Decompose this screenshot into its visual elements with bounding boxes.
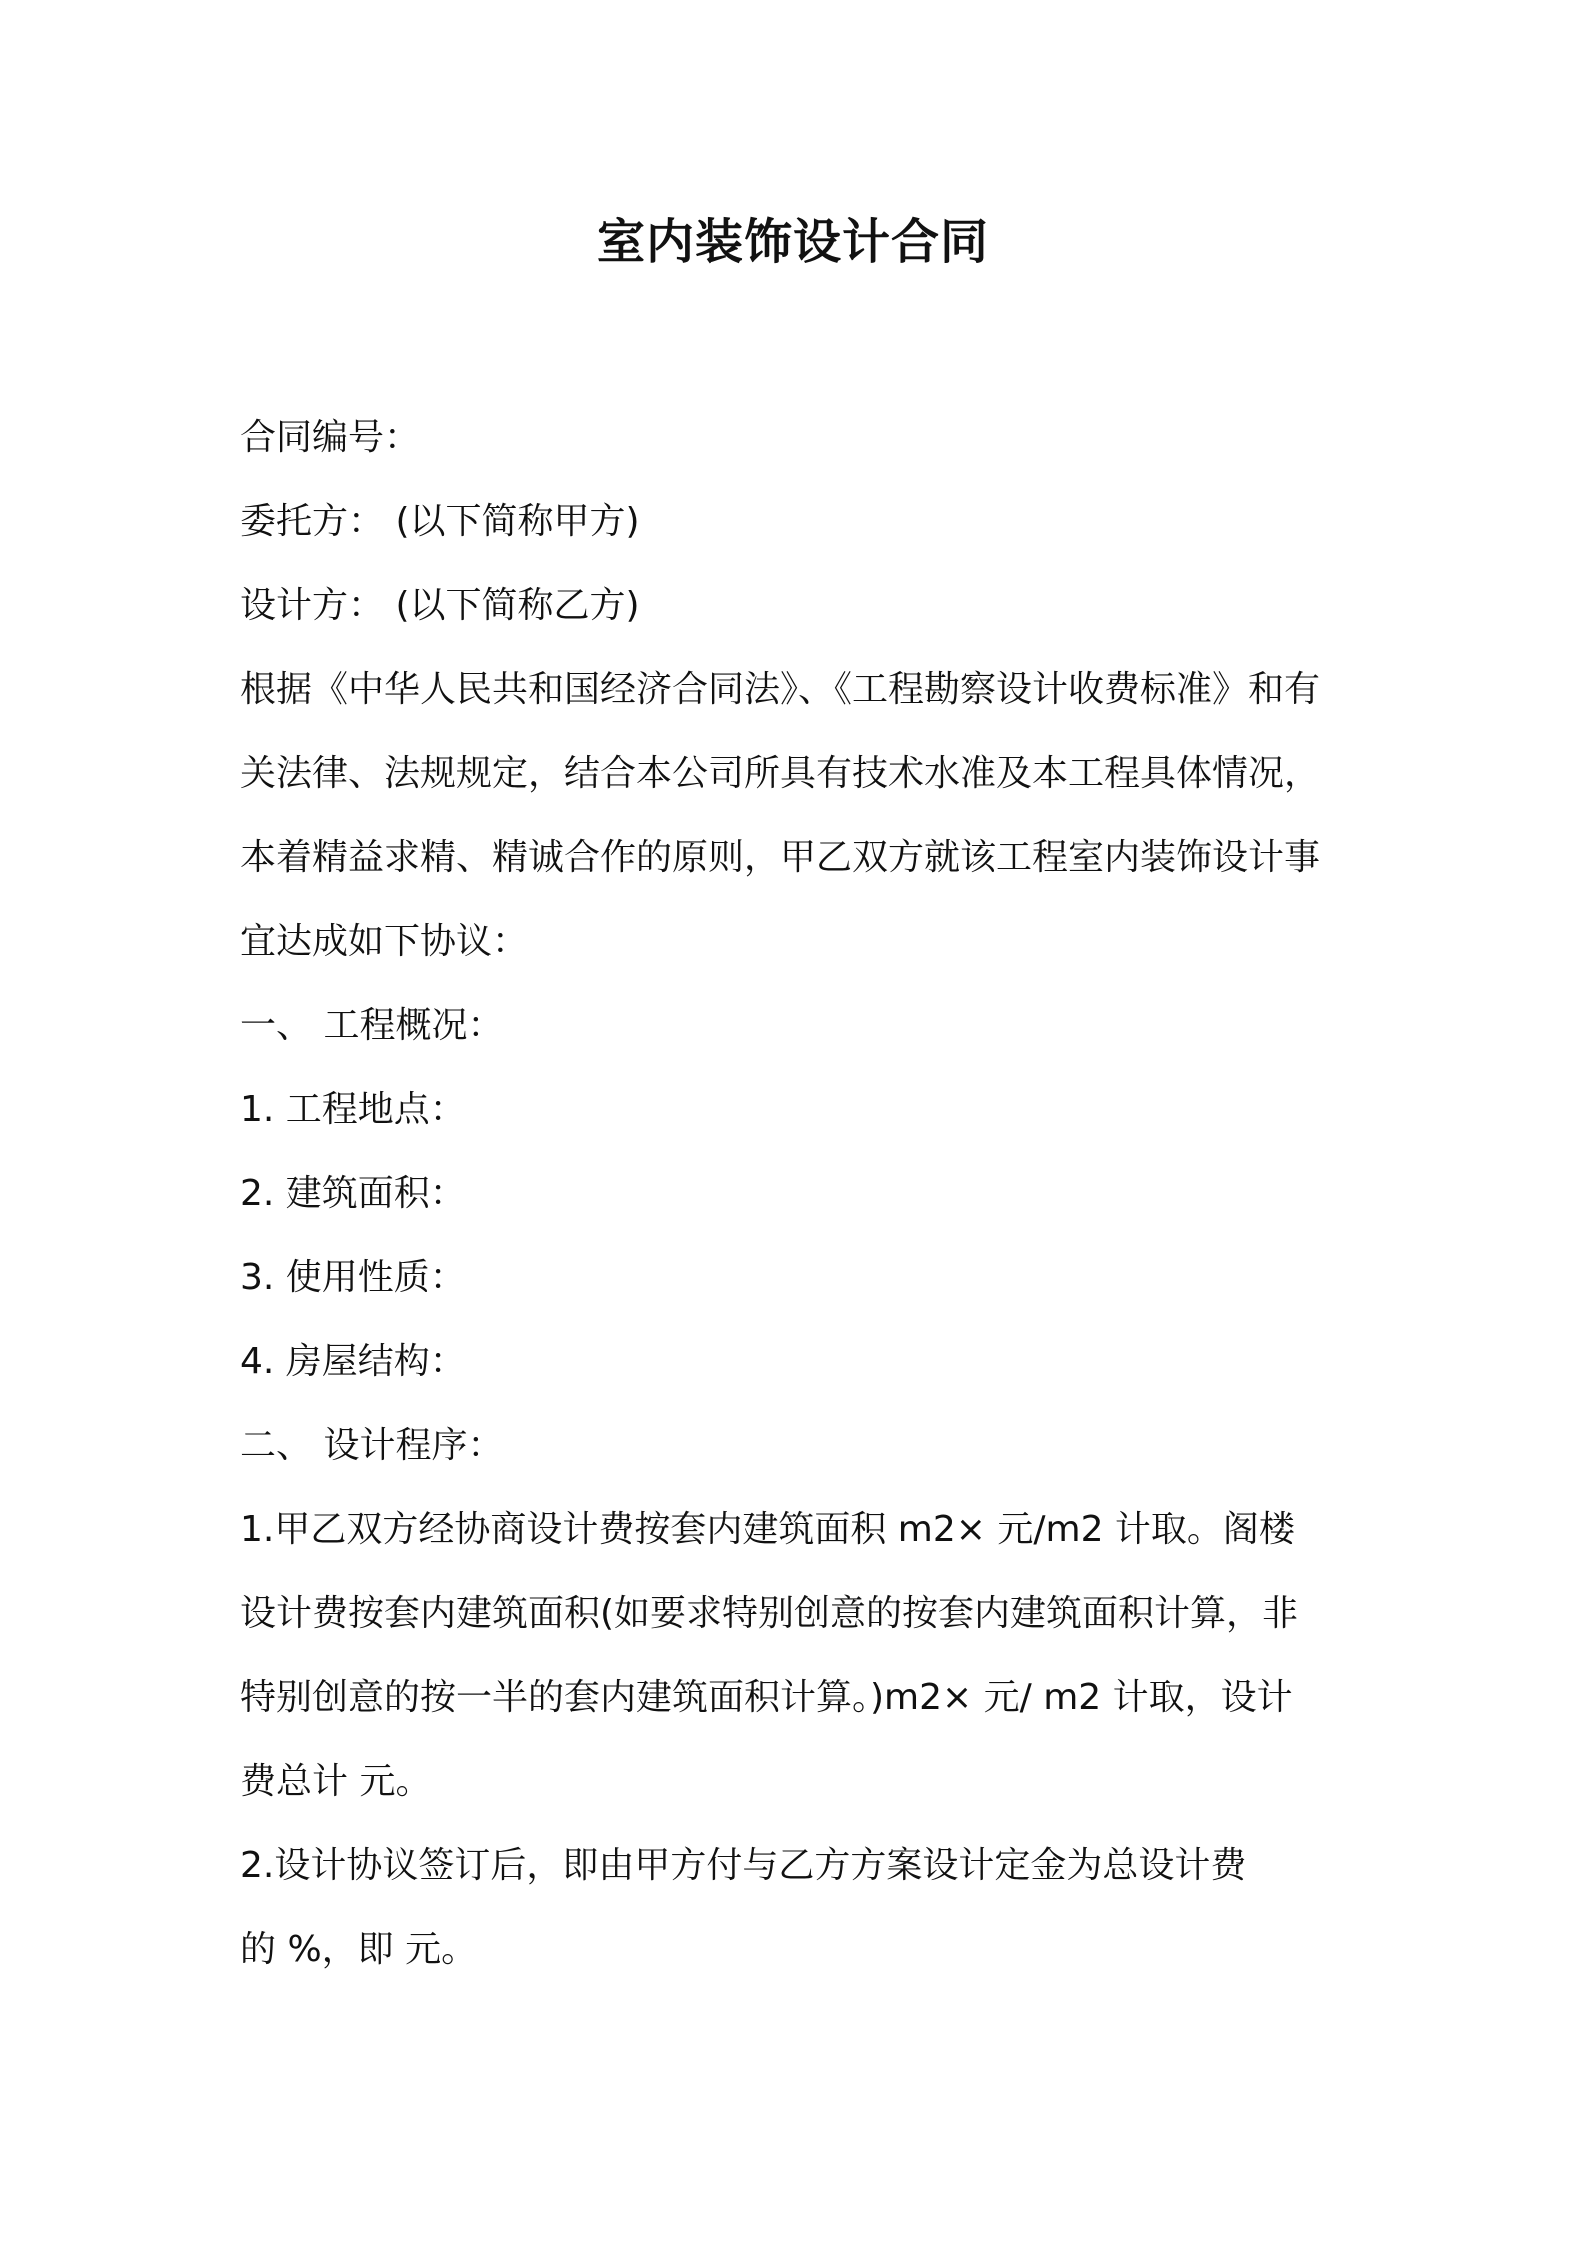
preamble-line-4: 宜达成如下协议： (240, 921, 529, 962)
preamble-line-3: 本着精益求精、精诚合作的原则，甲乙双方就该工程室内装饰设计事 (240, 837, 1321, 878)
preamble-line-2: 关法律、法规规定，结合本公司所具有技术水准及本工程具体情况， (240, 753, 1321, 794)
section-heading-1: 一、 工程概况： (240, 1005, 504, 1046)
clause-1-line-3: 特别创意的按一半的套内建筑面积计算。)m2× 元/ m2 计取，设计 (240, 1677, 1293, 1718)
list-item-structure: 4. 房屋结构： (240, 1341, 466, 1382)
contract-number-line: 合同编号： (240, 417, 421, 458)
clause-2-line-2: 的 %，即 元。 (240, 1929, 478, 1970)
clause-1-line-4: 费总计 元。 (240, 1761, 432, 1802)
designer-party-line: 设计方： (以下简称乙方) (240, 585, 640, 626)
clause-2-line-1: 2.设计协议签订后，即由甲方付与乙方方案设计定金为总设计费 (240, 1845, 1247, 1886)
section-heading-2: 二、 设计程序： (240, 1425, 504, 1466)
clause-1-line-2: 设计费按套内建筑面积(如要求特别创意的按套内建筑面积计算，非 (240, 1593, 1299, 1634)
list-item-location: 1. 工程地点： (240, 1089, 466, 1130)
client-party-line: 委托方： (以下简称甲方) (240, 501, 640, 542)
list-item-usage: 3. 使用性质： (240, 1257, 466, 1298)
preamble-line-1: 根据《中华人民共和国经济合同法》、《工程勘察设计收费标准》和有 (240, 669, 1321, 710)
contract-title: 室内装饰设计合同 (596, 214, 989, 270)
clause-1-line-1: 1.甲乙双方经协商设计费按套内建筑面积 m2× 元/m2 计取。阁楼 (240, 1509, 1295, 1550)
list-item-area: 2. 建筑面积： (240, 1173, 466, 1214)
